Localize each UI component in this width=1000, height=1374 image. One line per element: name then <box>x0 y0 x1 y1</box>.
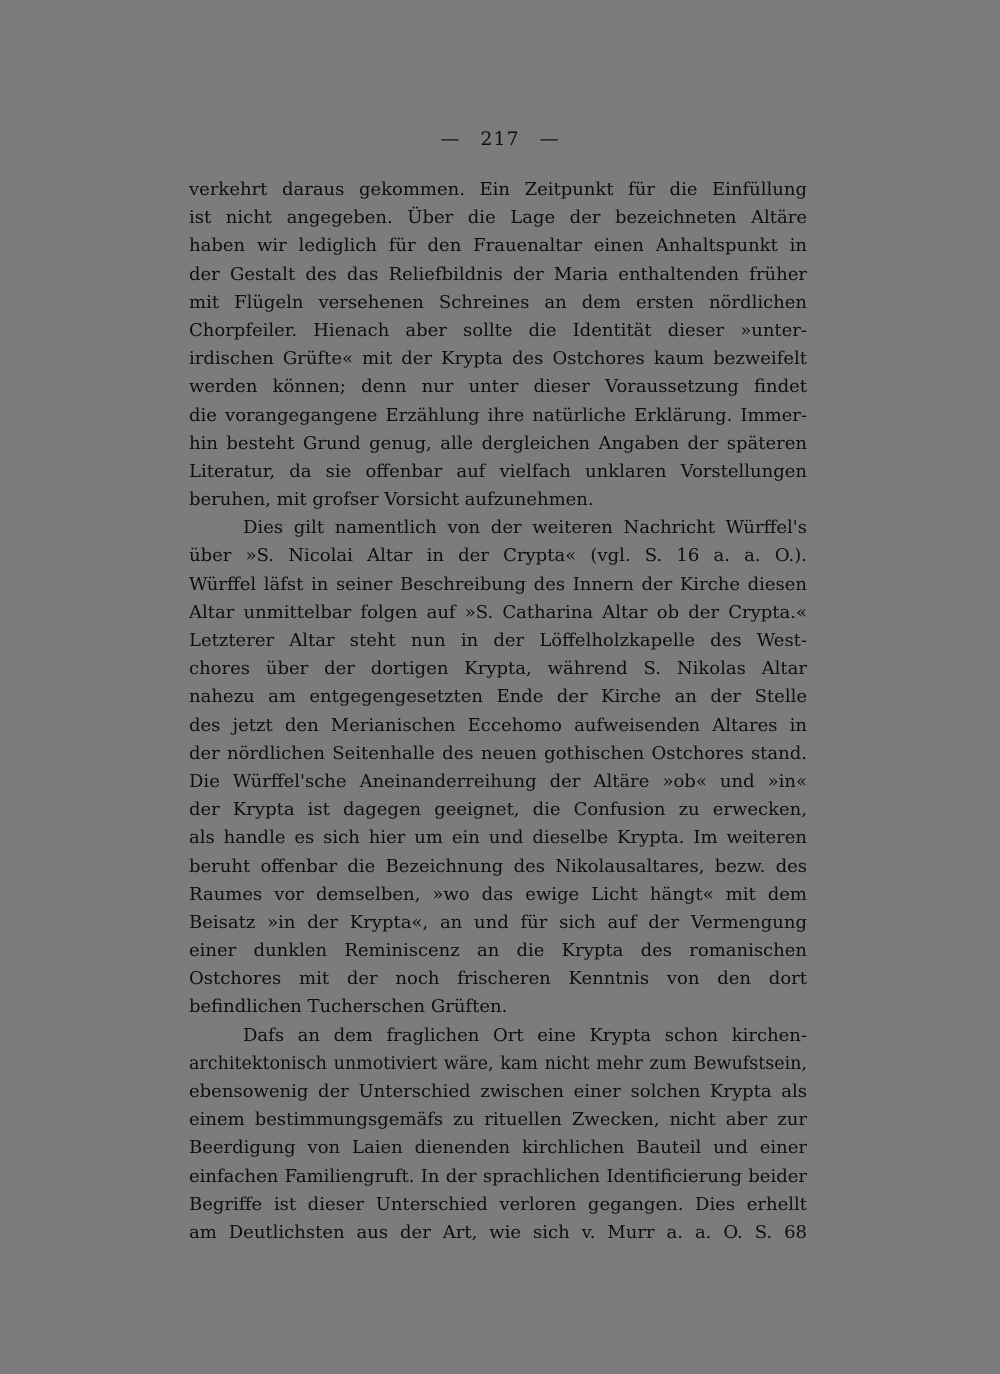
text-line: Raumes vor demselben, »wo das ewige Licht hängt« mit dem <box>189 883 807 905</box>
text-line: Ostchores mit der noch frischeren Kenntnis von den dort <box>189 968 807 990</box>
text-line: befindlichen Tucherschen Grüften. <box>189 996 508 1018</box>
text-line: Dafs an dem fraglichen Ort eine Krypta schon kirchen- <box>243 1024 807 1046</box>
text-line: Chorpfeiler. Hienach aber sollte die Identität dieser »unter- <box>189 319 807 341</box>
text-line: der Krypta ist dagegen geeignet, die Confusion zu erwecken, <box>189 799 807 821</box>
text-line: Letzterer Altar steht nun in der Löffelholzkapelle des West- <box>189 630 807 651</box>
text-line: als handle es sich hier um ein und dieselbe Krypta. Im weiteren <box>189 827 807 849</box>
text-line: Beerdigung von Laien dienenden kirchlichen Bauteil und einer <box>189 1137 807 1159</box>
text-line: einer dunklen Reminiscenz an die Krypta des romanischen <box>189 940 807 962</box>
text-line: einfachen Familiengruft. In der sprachlichen Identificierung beider <box>189 1165 807 1187</box>
text-line: ebensowenig der Unterschied zwischen einer solchen Krypta als <box>189 1081 807 1102</box>
text-line: nahezu am entgegengesetzten Ende der Kirche an der Stelle <box>189 686 807 708</box>
text-line: der Gestalt des das Reliefbildnis der Maria enthaltenden früher <box>189 263 807 285</box>
text-line: mit Flügeln versehenen Schreines an dem ersten nördlichen <box>189 291 807 313</box>
text-line: beruhen, mit grofser Vorsicht aufzunehmen. <box>189 489 594 511</box>
text-line: chores über der dortigen Krypta, während S. Nikolas Altar <box>189 658 807 680</box>
text-line: hin besteht Grund genug, alle dergleichen Angaben der späteren <box>189 432 807 454</box>
text-line: am Deutlichsten aus der Art, wie sich v. Murr a. a. O. S. 68 <box>189 1221 807 1243</box>
text-line: Beisatz »in der Krypta«, an und für sich auf der Vermengung <box>189 911 807 933</box>
text-line: haben wir lediglich für den Frauenaltar einen Anhaltspunkt in <box>189 235 807 257</box>
page-header <box>0 128 1000 150</box>
text-line: der nördlichen Seitenhalle des neuen gothischen Ostchores stand. <box>189 742 807 764</box>
text-line: Dies gilt namentlich von der weiteren Nachricht Würffel's <box>243 517 807 539</box>
text-line: irdischen Grüfte« mit der Krypta des Ostchores kaum bezweifelt <box>189 348 807 370</box>
body-text <box>189 176 807 1247</box>
text-line: architektonisch unmotiviert wäre, kam nicht mehr zum Bewufstsein, <box>189 1053 807 1074</box>
text-line: Würffel läfst in seiner Beschreibung des Innern der Kirche diesen <box>189 573 807 595</box>
header-dash-left: — <box>440 128 461 150</box>
text-line: ist nicht angegeben. Über die Lage der bezeichneten Altäre <box>189 207 807 229</box>
page-number: 217 <box>480 128 520 150</box>
header-dash-right: — <box>539 128 560 150</box>
text-line: des jetzt den Merianischen Eccehomo aufweisenden Altares in <box>189 714 807 736</box>
text-line: werden können; denn nur unter dieser Voraussetzung findet <box>189 376 807 398</box>
text-line: beruht offenbar die Bezeichnung des Nikolausaltares, bezw. des <box>189 855 807 877</box>
text-line: Literatur, da sie offenbar auf vielfach unklaren Vorstellungen <box>189 460 807 482</box>
text-line: Altar unmittelbar folgen auf »S. Catharina Altar ob der Crypta.« <box>189 601 807 623</box>
text-line: über »S. Nicolai Altar in der Crypta« (vgl. S. 16 a. a. O.). <box>189 545 807 567</box>
text-line: einem bestimmungsgemäfs zu rituellen Zwecken, nicht aber zur <box>189 1109 807 1131</box>
text-line: Die Würffel'sche Aneinanderreihung der Altäre »ob« und »in« <box>189 770 807 792</box>
text-line: verkehrt daraus gekommen. Ein Zeitpunkt für die Einfüllung <box>189 179 807 200</box>
text-line: Begriffe ist dieser Unterschied verloren gegangen. Dies erhellt <box>189 1193 807 1215</box>
text-line: die vorangegangene Erzählung ihre natürliche Erklärung. Immer- <box>189 404 807 426</box>
